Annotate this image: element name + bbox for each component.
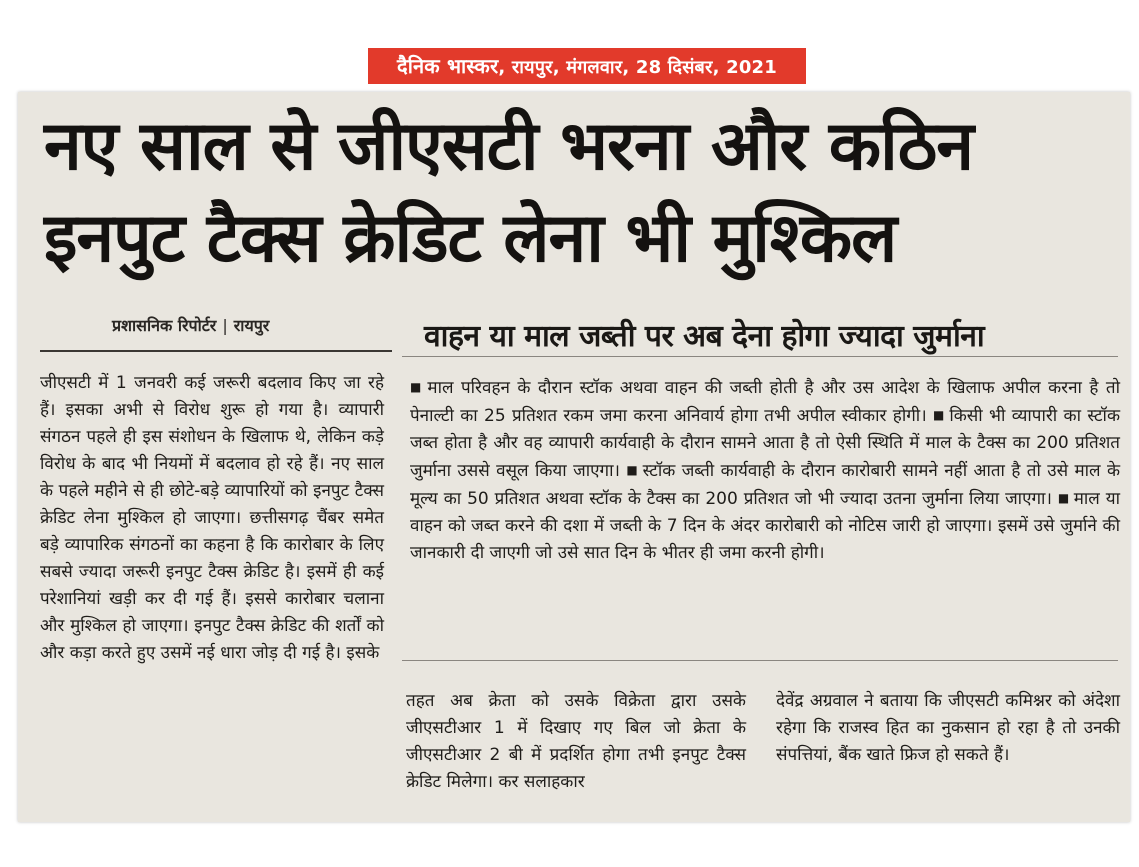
masthead-brand: दैनिक भास्कर xyxy=(396,54,499,78)
point-2: किसी भी व्यापारी का स्टॉक जब्त होता है और वह व्यापारी कार्यवाही के दौरान सामने आता है तो ऐसी स्थिति में माल के टैक्स का 200 प्रतिशत जुर्माना उससे वसूल किया जाएगा। xyxy=(410,406,1121,481)
byline-separator: | xyxy=(222,316,228,335)
point-3: स्टॉक जब्ती कार्यवाही के दौरान कारोबारी सामने नहीं आता है तो उसे माल के मूल्य का 50 प्रतिशत अथवा स्टॉक के टैक्स का 200 प्रतिशत जो भी ज्यादा उतना जुर्माना लिया जाएगा। xyxy=(410,461,1120,509)
byline-rule xyxy=(40,350,392,352)
byline-city: रायपुर xyxy=(233,316,270,335)
point-4: माल या वाहन को जब्त करने की दशा में जब्ती के 7 दिन के अंदर कारोबारी को नोटिस जारी हो जाएगा। इसमें उसे जुर्माने की जानकारी दी जाएगी जो उसे सात दिन के भीतर ही जमा करनी होगी। xyxy=(410,489,1121,563)
left-column-body: जीएसटी में 1 जनवरी कई जरूरी बदलाव किए जा रहे हैं। इसका अभी से विरोध शुरू हो गया है। व्यापारी संगठन पहले ही इस संशोधन के खिलाफ थे, लेकिन कड़े विरोध के बाद भी नियमों में बदलाव हो रहे हैं। नए साल के पहले महीने से ही छोटे-बड़े व्यापारियों को इनपुट टैक्स क्रेडिट लेना मुश्किल हो जाएगा। छत्तीसगढ़ चैंबर समेत बड़े व्यापारिक संगठनों का कहना है कि कारोबार के लिए सबसे ज्यादा जरूरी इनपुट टैक्स क्रेडिट है। इसमें ही कई परेशानियां खड़ी कर दी गई हैं। इससे कारोबार चलाना और मुश्किल हो जाएगा। इनपुट टैक्स क्रेडिट की शर्तों को और कड़ा करते हुए उसमें नई धारा जोड़ दी गई है। इसके xyxy=(40,373,384,663)
bullet-icon: ■ xyxy=(410,380,424,394)
bullet-icon: ■ xyxy=(933,408,946,422)
point-1: माल परिवहन के दौरान स्टॉक अथवा वाहन की जब्ती होती है और उस आदेश के खिलाफ अपील करना है तो पेनाल्टी का 25 प्रतिशत रकम जमा करना अनिवार्य होगा तभी अपील स्वीकार होगी। xyxy=(410,378,1121,426)
bottom-left-body: तहत अब क्रेता को उसके विक्रेता द्वारा उसके जीएसटीआर 1 में दिखाए गए बिल जो क्रेता के जीएसटीआर 2 बी में प्रदर्शित होगा तभी इनपुट टैक्स क्रेडिट मिलेगा। कर सलाहकार xyxy=(406,691,746,792)
right-column-points xyxy=(410,374,1120,567)
masthead-dateline: , रायपुर, मंगलवार, 28 दिसंबर, 2021 xyxy=(498,57,778,78)
byline xyxy=(112,314,269,336)
byline-reporter: प्रशासनिक रिपोर्टर xyxy=(112,316,217,335)
headline-line-2: इनपुट टैक्स क्रेडिट लेना भी मुश्किल xyxy=(44,199,897,278)
section-divider xyxy=(402,660,1118,661)
subhead-rule xyxy=(402,356,1118,357)
bullet-icon: ■ xyxy=(626,463,639,477)
headline-line-1: नए साल से जीएसटी भरना और कठिन xyxy=(44,107,973,186)
subheadline: वाहन या माल जब्ती पर अब देना होगा ज्यादा जुर्माना xyxy=(424,319,985,354)
bullet-icon: ■ xyxy=(1057,491,1070,505)
masthead-banner xyxy=(368,48,806,84)
bottom-right-body: देवेंद्र अग्रवाल ने बताया कि जीएसटी कमिश्नर को अंदेशा रहेगा कि राजस्व हित का नुकसान हो रहा है तो उनकी संपत्तियां, बैंक खाते फ्रिज हो सकते हैं। xyxy=(776,691,1120,765)
